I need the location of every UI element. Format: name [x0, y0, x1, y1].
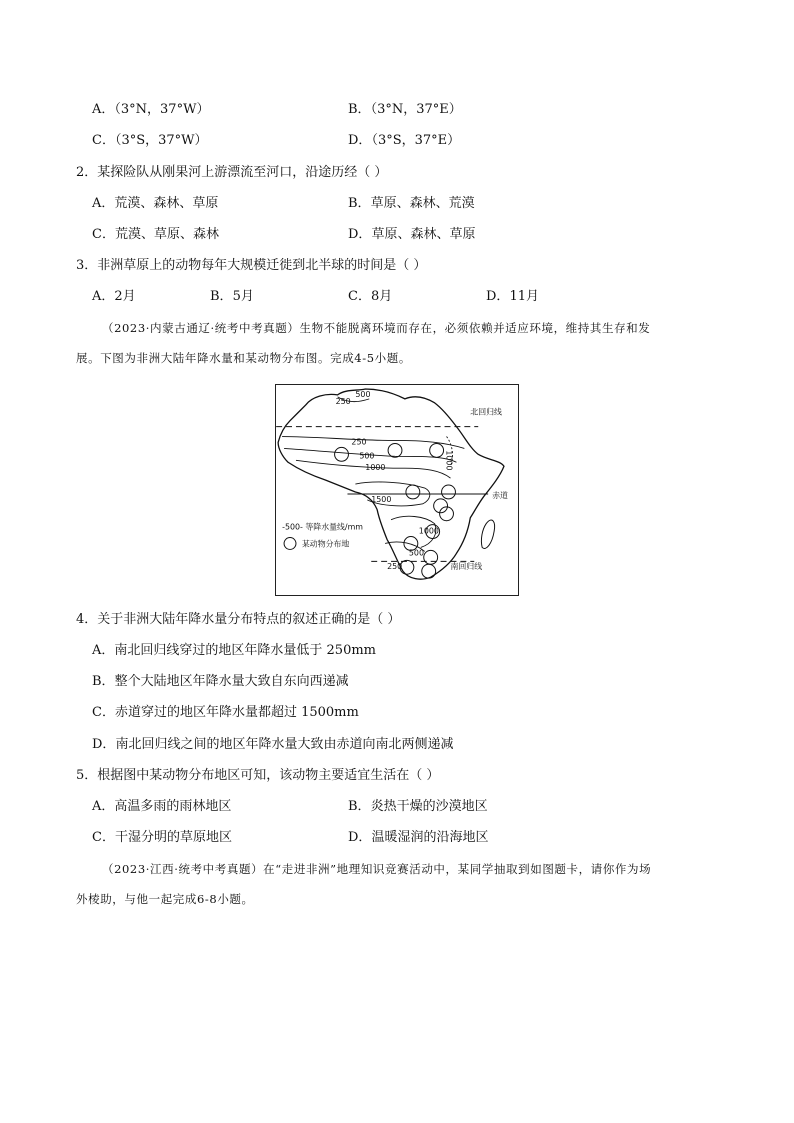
isohyet-label: 1500: [371, 494, 392, 504]
option-text: 11月: [509, 289, 539, 304]
option-text: （3°S，37°W）: [114, 133, 208, 148]
intro-line-1: [76, 313, 726, 343]
isohyet-label: 500: [408, 548, 424, 558]
legend-animal-label: 某动物分布地: [301, 539, 350, 549]
q2-option-d: [348, 227, 475, 243]
option-letter: C．: [92, 227, 115, 242]
option-letter: B．: [348, 799, 371, 814]
intro-line-1: [76, 854, 726, 884]
option-letter: B．: [348, 102, 371, 117]
q3-option-c: [348, 289, 392, 305]
q4-option-c: [92, 705, 359, 721]
option-text: 5月: [232, 289, 254, 304]
q1-option-d: [348, 133, 460, 149]
option-letter: B．: [210, 289, 233, 304]
option-text: 草原、森林、荒漠: [370, 196, 475, 211]
legend-isohyet-label: -500- 等降水量线/mm: [282, 522, 364, 532]
option-text: （3°N，37°W）: [114, 102, 210, 117]
intro-text: （2023·内蒙古通辽·统考中考真题）生物不能脱离环境而存在，必须依赖并适应环境，维持其生存和发: [102, 321, 651, 335]
isohyet-label: 500: [359, 451, 375, 461]
intro-paragraph-4-5: [76, 313, 726, 373]
q5-option-c: [92, 830, 232, 846]
q5-option-b: [348, 799, 488, 815]
isohyet-label: 500: [355, 389, 371, 399]
option-letter: A．: [92, 196, 115, 211]
option-letter: A．: [92, 289, 115, 304]
q4-option-a: [92, 643, 376, 659]
option-text: 8月: [370, 289, 393, 304]
q3-option-b: [210, 289, 254, 305]
tropic-of-cancer-label: 北回归线: [470, 407, 502, 417]
isohyet-label: 250: [387, 562, 403, 572]
option-text: （3°S，37°E）: [371, 133, 461, 148]
isohyet-label: 1000: [444, 450, 454, 471]
q4-option-d: [92, 737, 453, 753]
option-letter: C．: [92, 830, 115, 845]
option-text: 整个大陆地区年降水量大致自东向西递减: [114, 674, 349, 689]
legend-animal-icon: [284, 538, 296, 550]
option-letter: A．: [92, 799, 115, 814]
africa-map-svg: [276, 385, 518, 595]
option-text: 南北回归线穿过的地区年降水量低于 250mm: [114, 643, 376, 658]
option-text: 高温多雨的雨林地区: [114, 799, 232, 814]
isohyet-label: 1000: [418, 526, 439, 536]
q5-option-d: [348, 830, 488, 846]
option-text: 干湿分明的草原地区: [114, 830, 232, 845]
option-letter: C．: [92, 705, 115, 720]
q3-option-a: [92, 289, 136, 305]
q5-stem: 5．根据图中某动物分布地区可知，该动物主要适宜生活在（ ）: [76, 768, 440, 783]
q5-option-a: [92, 799, 231, 815]
option-letter: D．: [92, 737, 116, 752]
q3-stem: 3．非洲草原上的动物每年大规模迁徙到北半球的时间是（ ）: [76, 258, 427, 273]
option-text: 荒漠、草原、森林: [114, 227, 219, 242]
intro-paragraph-6-8: [76, 854, 726, 914]
option-text: 南北回归线之间的地区年降水量大致由赤道向南北两侧递减: [115, 737, 454, 752]
option-text: 炎热干燥的沙漠地区: [370, 799, 488, 814]
option-text: 2月: [114, 289, 136, 304]
option-text: 温暖湿润的沿海地区: [371, 830, 489, 845]
equator-label: 赤道: [492, 490, 508, 500]
africa-outline: [278, 389, 504, 579]
isohyet-label: 250: [351, 437, 367, 447]
option-letter: D．: [348, 133, 372, 148]
option-letter: B．: [92, 674, 115, 689]
q4-stem: 4．关于非洲大陆年降水量分布特点的叙述正确的是（ ）: [76, 612, 401, 627]
option-letter: B．: [348, 196, 371, 211]
option-letter: C．: [92, 133, 115, 148]
isohyet-label: 250: [335, 396, 351, 406]
option-letter: D．: [348, 227, 372, 242]
q2-option-a: [92, 196, 218, 212]
option-letter: D．: [486, 289, 510, 304]
q3-option-d: [486, 289, 539, 305]
africa-rainfall-map: [275, 384, 519, 596]
option-letter: D．: [348, 830, 372, 845]
q1-option-a: [92, 102, 209, 118]
option-letter: A．: [92, 102, 115, 117]
option-letter: A．: [92, 643, 115, 658]
q2-option-c: [92, 227, 219, 243]
option-text: （3°N，37°E）: [370, 102, 462, 117]
intro-text: （2023·江西·统考中考真题）在“走进非洲”地理知识竞赛活动中，某同学抽取到如图题卡，请你作为场: [102, 862, 652, 876]
q2-option-b: [348, 196, 475, 212]
q1-option-b: [348, 102, 462, 118]
isohyet-label: 1000: [365, 463, 386, 473]
intro-line-2: 展。下图为非洲大陆年降水量和某动物分布图。完成4-5小题。: [76, 351, 411, 365]
q4-option-b: [92, 674, 349, 690]
q1-option-c: [92, 133, 208, 149]
tropic-of-capricorn-label: 南回归线: [450, 562, 483, 572]
madagascar: [481, 520, 494, 548]
option-text: 荒漠、森林、草原: [114, 196, 219, 211]
q2-stem: 2．某探险队从刚果河上游漂流至河口，沿途历经（ ）: [76, 165, 388, 180]
intro-line-2: 外棱助，与他一起完成6-8小题。: [76, 892, 254, 906]
option-letter: C．: [348, 289, 371, 304]
option-text: 赤道穿过的地区年降水量都超过 1500mm: [114, 705, 359, 720]
option-text: 草原、森林、草原: [371, 227, 476, 242]
